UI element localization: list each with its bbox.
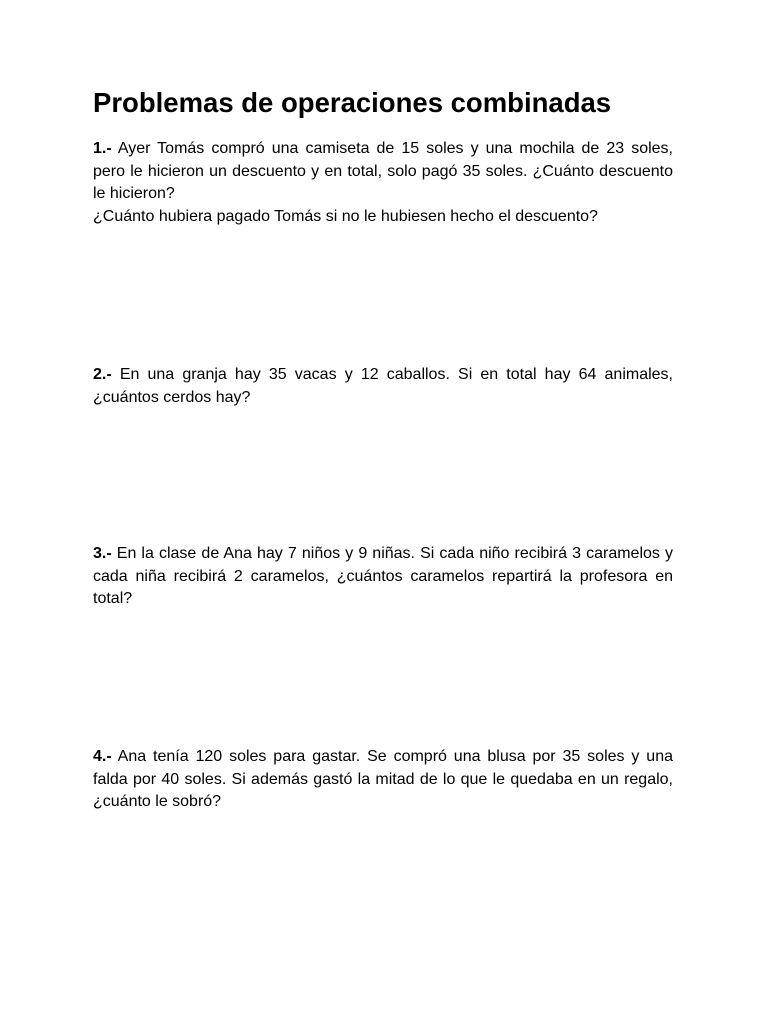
- problem-1-paragraph-2: [93, 206, 673, 229]
- problem-2-text: En una granja hay 35 vacas y 12 caballos. Si en total hay 64 animales, ¿cuántos cerdos hay?: [93, 366, 673, 406]
- problem-1: [93, 138, 673, 228]
- problem-4-paragraph-1: [93, 746, 673, 814]
- problem-3: [93, 543, 673, 611]
- problem-4-number: 4.-: [93, 748, 112, 765]
- problem-1-question-2: ¿Cuánto hubiera pagado Tomás si no le hubiesen hecho el descuento?: [93, 207, 598, 225]
- problem-4: [93, 746, 673, 814]
- problem-1-text: Ayer Tomás compró una camiseta de 15 soles y una mochila de 23 soles, pero le hicieron un descuento y en total, solo pagó 35 soles. ¿Cuánto descuento le hicieron?: [93, 140, 674, 203]
- problem-1-paragraph-1: [93, 138, 673, 206]
- problem-3-number: 3.-: [93, 545, 112, 562]
- problem-2-paragraph-1: [93, 364, 673, 409]
- problem-4-text: Ana tenía 120 soles para gastar. Se compró una blusa por 35 soles y una falda por 40 soles. Si además gastó la mitad de lo que le quedaba en un regalo, ¿cuánto le sobró?: [93, 748, 673, 811]
- problem-3-text: En la clase de Ana hay 7 niños y 9 niñas. Si cada niño recibirá 3 caramelos y cada niña recibirá 2 caramelos, ¿cuántos caramelos repartirá la profesora en total?: [93, 545, 673, 608]
- problem-2: [93, 364, 673, 409]
- problem-3-paragraph-1: [93, 543, 673, 611]
- problem-1-number: 1.-: [93, 140, 112, 157]
- page-title: Problemas de operaciones combinadas: [93, 87, 612, 118]
- problem-2-number: 2.-: [93, 366, 112, 383]
